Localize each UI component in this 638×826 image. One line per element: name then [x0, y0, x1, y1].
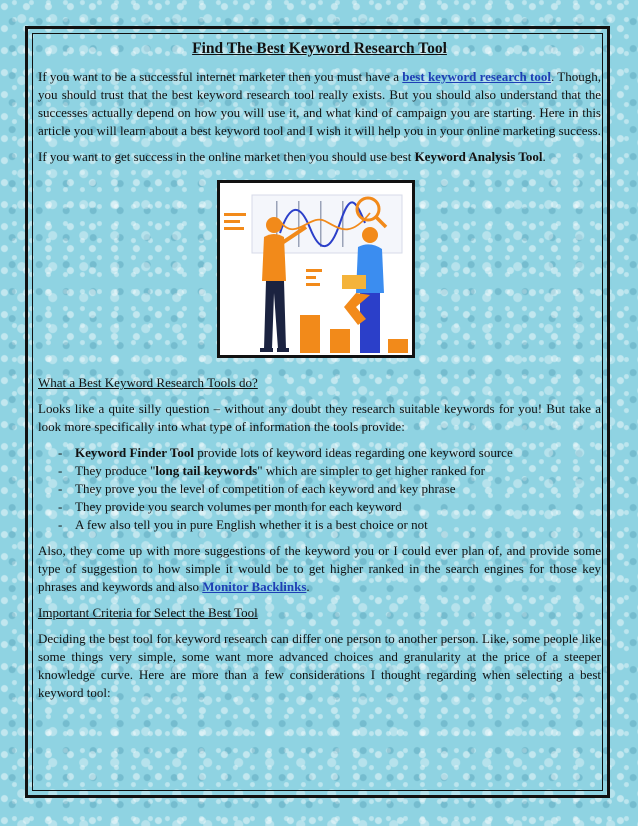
long-tail-keywords-bold: long tail keywords	[155, 463, 258, 478]
second-text-1: If you want to get success in the online market then you should use best	[38, 149, 415, 164]
list-item-text: A few also tell you in pure English whether it is a best choice or not	[75, 517, 428, 532]
intro-text-2: . Though, you should trust that the best keyword research tool really exists. But you should also understand that the successes actually depend on how you will use it, and what kind of campaign you are starting. Here in this article you will learn about a best keyword tool and I wish it will help you in your online marketing success.	[38, 69, 601, 138]
keyword-research-illustration	[217, 180, 415, 358]
suggestions-text-1: Also, they come up with more suggestions of the keyword you or I could ever plan of, and provide some type of suggestion to how simple it would be to get higher ranked in the search engines for those key phrases and keywords and also	[38, 543, 601, 594]
intro-text-1: If you want to be a successful internet marketer then you must have a	[38, 69, 403, 84]
tools-intro-paragraph: Looks like a quite silly question – without any doubt they research suitable keywords for you! But take a look more specifically into what type of information the tools provide:	[38, 401, 601, 434]
criteria-paragraph: Deciding the best tool for keyword research can differ one person to another person. Like, some people like some things very simple, some want more advanced choices and granularity at the price of a steeper knowledge curve. Here are more than a few considerations I thought regarding when selecting a best keyword tool:	[38, 631, 601, 700]
second-paragraph	[38, 148, 601, 166]
best-keyword-research-tool-link[interactable]: best keyword research tool	[402, 69, 552, 84]
second-text-2: .	[542, 149, 546, 164]
article-title: Find The Best Keyword Research Tool	[192, 40, 447, 57]
list-dash: -	[58, 463, 63, 478]
monitor-backlinks-link[interactable]: Monitor Backlinks	[202, 579, 307, 594]
list-dash: -	[58, 445, 63, 460]
list-item	[58, 480, 601, 498]
list-item-text: " which are simpler to get higher ranked for	[257, 463, 485, 478]
suggestions-paragraph	[38, 542, 601, 596]
article	[38, 40, 601, 710]
intro-paragraph	[38, 68, 601, 140]
list-item-text: They provide you search volumes per month for each keyword	[75, 499, 402, 514]
illustration-graphic	[220, 183, 412, 355]
list-item-prefix: They produce "	[75, 463, 156, 478]
keyword-finder-tool-bold: Keyword Finder Tool	[75, 445, 194, 460]
section-heading-criteria: Important Criteria for Select the Best Tool	[38, 605, 258, 620]
suggestions-text-2: .	[306, 579, 310, 594]
list-item	[58, 444, 601, 462]
list-item-text: They prove you the level of competition of each keyword and key phrase	[75, 481, 456, 496]
list-dash: -	[58, 499, 63, 514]
keyword-analysis-tool-bold: Keyword Analysis Tool	[414, 149, 543, 164]
list-item	[58, 498, 601, 516]
list-item	[58, 462, 601, 480]
list-dash: -	[58, 517, 63, 532]
tool-features-list	[38, 444, 601, 534]
list-dash: -	[58, 481, 63, 496]
section-heading-what-tools-do: What a Best Keyword Research Tools do?	[38, 375, 258, 390]
list-item-text: provide lots of keyword ideas regarding one keyword source	[193, 445, 513, 460]
list-item	[58, 516, 601, 534]
